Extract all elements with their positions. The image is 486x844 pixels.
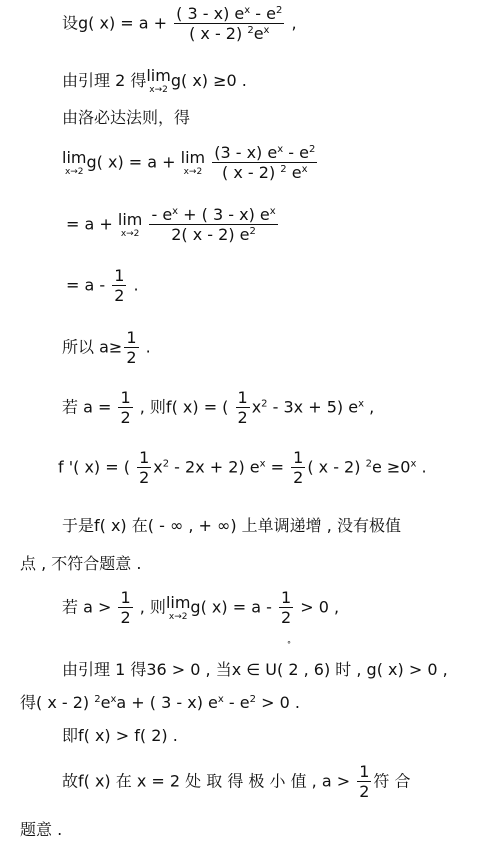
math-text: 2	[120, 408, 131, 427]
math-text: g( x) = a -	[190, 597, 277, 617]
math-text: - e	[223, 693, 250, 712]
math-text: 由引理 2 得	[62, 71, 147, 90]
math-text: 1	[139, 448, 150, 467]
math-text: x→2	[120, 228, 140, 239]
limit	[62, 147, 87, 177]
math-text: 2	[139, 468, 150, 487]
math-text: 1	[280, 588, 292, 607]
fraction	[137, 450, 151, 486]
math-text: 由洛必达法则，得	[62, 108, 191, 127]
math-text: 2	[94, 694, 101, 705]
fraction	[118, 590, 132, 626]
math-text: 1	[120, 588, 131, 607]
math-text: 符 合	[373, 771, 411, 791]
math-text: 2	[126, 348, 137, 367]
math-text: 2( x - 2) e	[171, 225, 250, 244]
math-text: 得( x - 2)	[20, 693, 95, 712]
math-text: 2	[293, 468, 304, 487]
line-16	[62, 764, 411, 800]
math-text: 1	[237, 388, 248, 407]
math-text: .	[140, 337, 151, 357]
math-text: , 则f( x) = (	[134, 397, 234, 417]
math-text: 1	[126, 328, 137, 347]
math-text: e	[253, 24, 264, 43]
fraction	[212, 145, 317, 181]
math-text: g( x) ≥0 .	[170, 71, 247, 90]
line-4	[62, 145, 319, 181]
math-text: 2	[275, 5, 283, 16]
fraction	[174, 6, 284, 42]
line-3	[62, 110, 190, 126]
math-text: = a +	[66, 214, 118, 234]
math-text: x	[263, 25, 270, 36]
line-10	[62, 518, 401, 534]
line-9	[58, 450, 427, 486]
math-text: > 0 .	[255, 693, 300, 712]
line-13	[62, 662, 448, 678]
line-15	[62, 728, 178, 744]
math-text: x→2	[64, 166, 84, 177]
line-5	[66, 207, 280, 243]
math-text: 题意 .	[20, 820, 63, 839]
math-text: 2	[249, 694, 256, 705]
math-text: =	[265, 457, 290, 477]
math-text: 2	[247, 25, 254, 36]
math-text: ( x - 2)	[307, 457, 366, 477]
math-text: x	[358, 398, 364, 410]
math-text: 设g( x) = a +	[62, 13, 168, 33]
fraction	[124, 330, 138, 366]
math-text: 2	[114, 286, 125, 305]
fraction	[112, 268, 126, 304]
math-text: 1	[293, 448, 304, 467]
stray-dot: °	[287, 640, 291, 649]
math-text: x	[217, 694, 224, 705]
line-2	[62, 68, 247, 95]
math-text: lim	[180, 147, 206, 167]
math-text: .	[128, 275, 139, 295]
limit	[117, 209, 143, 239]
math-text: ,	[286, 13, 297, 33]
math-text: 2	[308, 144, 316, 155]
fraction	[118, 390, 132, 426]
limit	[146, 68, 170, 95]
math-text: 2	[249, 226, 256, 237]
math-text: 所以 a≥	[62, 337, 123, 357]
math-text: 由引理 1 得36 > 0 , 当x ∈ U( 2 , 6) 时 , g( x) > 0 ,	[62, 660, 448, 679]
math-text: - e	[250, 4, 276, 23]
math-text: 1	[359, 762, 370, 781]
math-text: - e	[283, 143, 309, 162]
limit	[180, 147, 206, 177]
math-text: ( x - 2)	[222, 163, 281, 182]
math-text: x	[259, 458, 266, 470]
math-text: 故f( x) 在 x = 2 处 取 得 极 小 值 , a >	[62, 771, 356, 791]
math-text: > 0 ,	[295, 597, 340, 617]
math-text: lim	[165, 592, 191, 612]
line-6	[66, 268, 139, 304]
math-text: - e	[151, 205, 173, 224]
math-text: x	[153, 457, 163, 477]
math-text: lim	[146, 66, 171, 85]
fraction	[357, 764, 371, 800]
line-1	[62, 6, 297, 42]
math-text: e	[100, 693, 111, 712]
math-text: f '( x) = (	[58, 457, 136, 477]
math-text: x	[251, 397, 262, 417]
math-text: 2	[162, 458, 170, 470]
math-text: - 3x + 5) e	[267, 397, 359, 417]
line-12	[62, 590, 339, 626]
math-text: 若 a =	[62, 397, 117, 417]
math-text: 2	[237, 408, 248, 427]
fraction	[279, 590, 293, 626]
math-text: 即f( x) > f( 2) .	[62, 726, 178, 745]
math-text: g( x) = a +	[86, 152, 181, 172]
math-text: 2	[365, 458, 372, 470]
math-text: ( 3 - x) e	[176, 4, 245, 23]
math-text: 2	[261, 398, 268, 410]
math-text: 1	[114, 266, 125, 285]
fraction	[149, 207, 277, 243]
math-text: 2	[120, 608, 131, 627]
line-17	[20, 822, 62, 838]
line-14	[20, 695, 300, 711]
math-text: e ≥0	[371, 457, 411, 477]
math-text: x→2	[149, 85, 168, 95]
math-text: .	[416, 457, 427, 477]
math-text: lim	[62, 147, 87, 167]
math-text: 若 a >	[62, 597, 117, 617]
math-text: + ( 3 - x) e	[178, 205, 270, 224]
math-text: x	[410, 458, 417, 470]
math-text: (3 - x) e	[214, 143, 278, 162]
math-text: - 2x + 2) e	[169, 457, 260, 477]
math-text: x	[301, 164, 308, 175]
math-text: 2	[359, 782, 370, 801]
math-text: ,	[364, 397, 375, 417]
math-text: 2	[280, 608, 292, 627]
math-text: x	[110, 694, 117, 705]
math-text: 2	[280, 164, 287, 175]
math-text: x	[277, 144, 284, 155]
line-7	[62, 330, 151, 366]
math-text: 点 , 不符合题意 .	[20, 554, 142, 573]
math-text: , 则	[134, 597, 166, 617]
math-text: 1	[120, 388, 131, 407]
math-text: a + ( 3 - x) e	[116, 693, 218, 712]
line-11	[20, 556, 141, 572]
math-text: e	[286, 163, 302, 182]
math-text: x	[244, 5, 251, 16]
limit	[165, 592, 191, 622]
fraction	[291, 450, 305, 486]
fraction	[236, 390, 250, 426]
math-text: ( x - 2)	[189, 24, 248, 43]
line-8	[62, 390, 374, 426]
math-text: = a -	[66, 275, 111, 295]
math-text: x	[172, 206, 179, 217]
math-text: lim	[117, 209, 143, 229]
math-text: 于是f( x) 在( - ∞ , + ∞) 上单调递增 , 没有极值	[62, 516, 401, 535]
math-text: x→2	[168, 611, 188, 622]
math-text: x→2	[183, 166, 203, 177]
math-text: x	[269, 206, 276, 217]
